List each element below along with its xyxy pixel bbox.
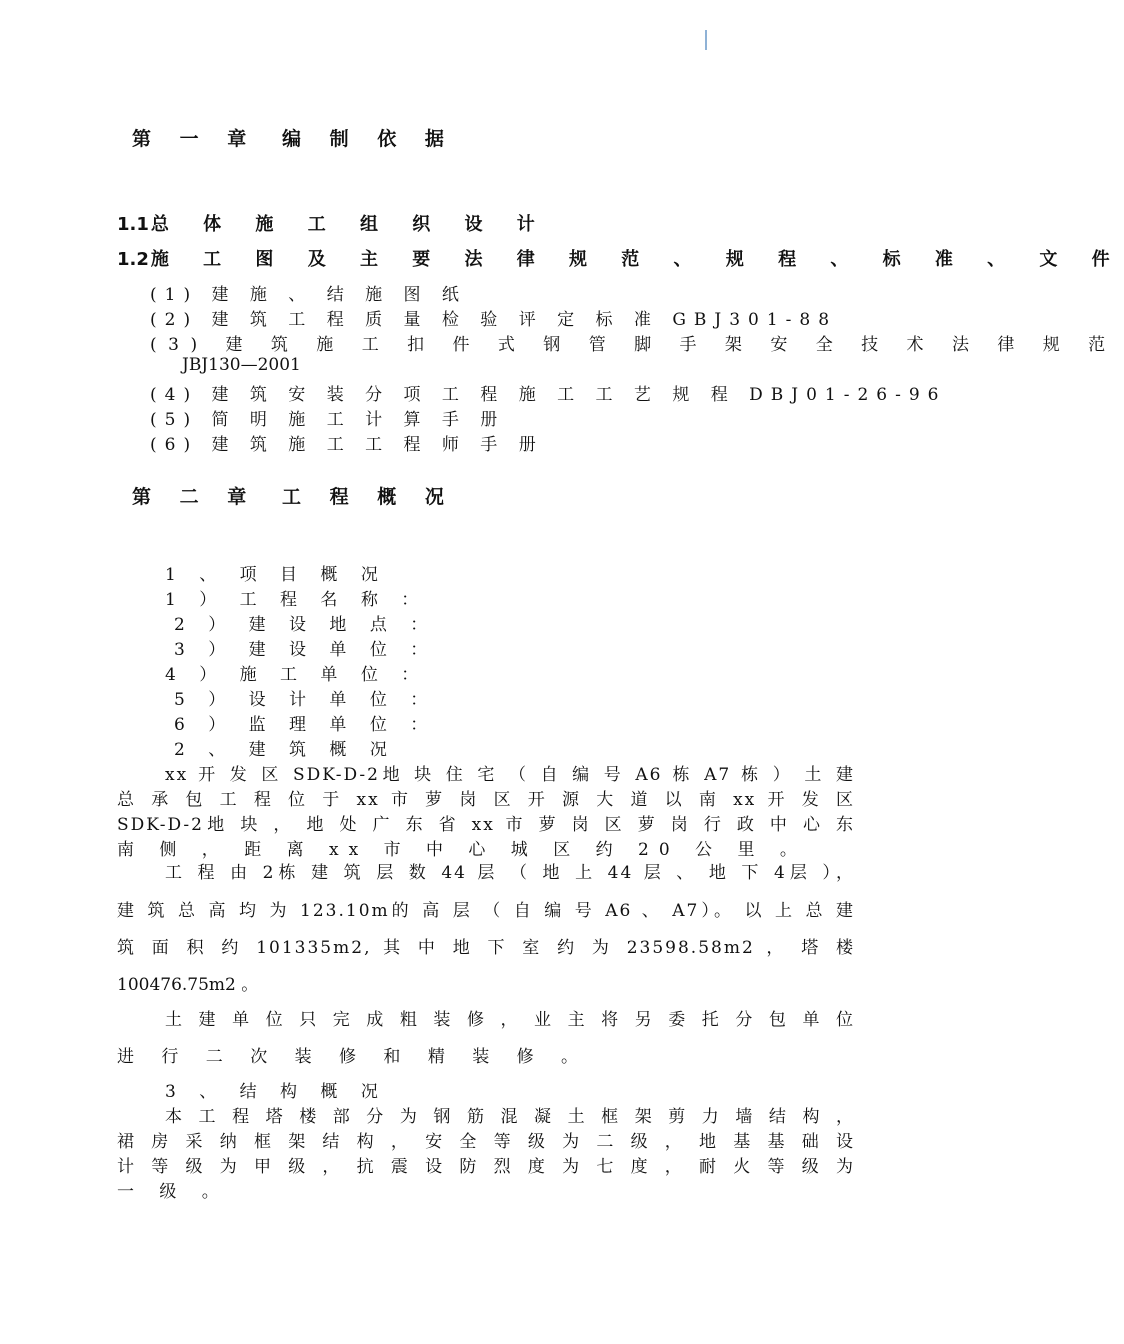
ref-item: (6) 建 筑 施 工 工 程 师 手 册 [150, 435, 544, 455]
building-heading: 2 、 建 筑 概 况 [174, 740, 396, 760]
section-1-1-title: 总 体 施 工 组 织 设 计 [150, 214, 549, 235]
overview-item: 4 ） 施 工 单 位 ： [165, 665, 428, 685]
paragraph-line: SDK-D-2地 块 ， 地 处 广 东 省 xx 市 萝 岗 区 萝 岗 行 政 中 心 东 [117, 815, 855, 835]
ref-item-continued: JBJ130—2001 [182, 355, 301, 375]
paragraph-line: 工 程 由 2栋 建 筑 层 数 44 层 （ 地 上 44 层 、 地 下 4层 ）， [165, 863, 855, 883]
paragraph-line: 一 级 。 [117, 1182, 229, 1202]
paragraph-line: 100476.75m2 。 [117, 975, 259, 995]
paragraph-line: 本 工 程 塔 楼 部 分 为 钢 筋 混 凝 土 框 架 剪 力 墙 结 构 ， [165, 1107, 855, 1127]
section-1-1-number: 1.1 [117, 214, 149, 235]
ref-item: (3) 建 筑 施 工 扣 件 式 钢 管 脚 手 架 安 全 技 术 法 律 规 范 [150, 335, 1117, 355]
paragraph-line: 进 行 二 次 装 修 和 精 装 修 。 [117, 1047, 590, 1067]
section-1-2-number: 1.2 [117, 249, 149, 270]
section-1-2 [117, 245, 1124, 271]
paragraph-line: 建 筑 总 高 均 为 123.10m的 高 层 （ 自 编 号 A6 、 A7）。 以 上 总 建 [117, 901, 855, 921]
section-1-1 [117, 210, 549, 236]
overview-item: 5 ） 设 计 单 位 ： [174, 690, 437, 710]
paragraph-line: 裙 房 采 纳 框 架 结 构 ， 安 全 等 级 为 二 级 ， 地 基 基 础 设 [117, 1132, 855, 1152]
paragraph-line: 总 承 包 工 程 位 于 xx 市 萝 岗 区 开 源 大 道 以 南 xx 开 发 区 [117, 790, 855, 810]
chapter-1-label: 第 一 章 [132, 128, 258, 150]
overview-item: 3 ） 建 设 单 位 ： [174, 640, 437, 660]
page-marker [705, 30, 707, 50]
overview-item: 6 ） 监 理 单 位 ： [174, 715, 437, 735]
ref-item: (5) 简 明 施 工 计 算 手 册 [150, 410, 506, 430]
chapter-2-title: 工 程 概 况 [282, 486, 455, 508]
paragraph-line: 计 等 级 为 甲 级 ， 抗 震 设 防 烈 度 为 七 度 ， 耐 火 等 级 为 [117, 1157, 855, 1177]
overview-item: 1 ） 工 程 名 称 ： [165, 590, 428, 610]
paragraph-line: 土 建 单 位 只 完 成 粗 装 修 ， 业 主 将 另 委 托 分 包 单 位 [165, 1010, 855, 1030]
ref-item: (1) 建 施 、 结 施 图 纸 [150, 285, 467, 305]
paragraph-line: 筑 面 积 约 101335m2, 其 中 地 下 室 约 为 23598.58m2 ， 塔 楼 [117, 938, 855, 958]
section-1-2-title: 施 工 图 及 主 要 法 律 规 范 、 规 程 、 标 准 、 文 件 [150, 249, 1124, 270]
ref-item: (2) 建 筑 工 程 质 量 检 验 评 定 标 准 GBJ301-88 [150, 310, 838, 330]
chapter-2-label: 第 二 章 [132, 486, 258, 508]
ref-item: (4) 建 筑 安 装 分 项 工 程 施 工 工 艺 规 程 DBJ01-26-96 [150, 385, 947, 405]
structure-heading: 3 、 结 构 概 况 [165, 1082, 387, 1102]
chapter-1-title: 编 制 依 据 [282, 128, 455, 150]
overview-item: 2 ） 建 设 地 点 ： [174, 615, 437, 635]
paragraph-line: 南 侧 ， 距 离 xx 市 中 心 城 区 约 20 公 里 。 [117, 840, 807, 860]
overview-heading: 1 、 项 目 概 况 [165, 565, 387, 585]
paragraph-line: xx 开 发 区 SDK-D-2地 块 住 宅 （ 自 编 号 A6 栋 A7 栋 ） 土 建 [165, 765, 855, 785]
